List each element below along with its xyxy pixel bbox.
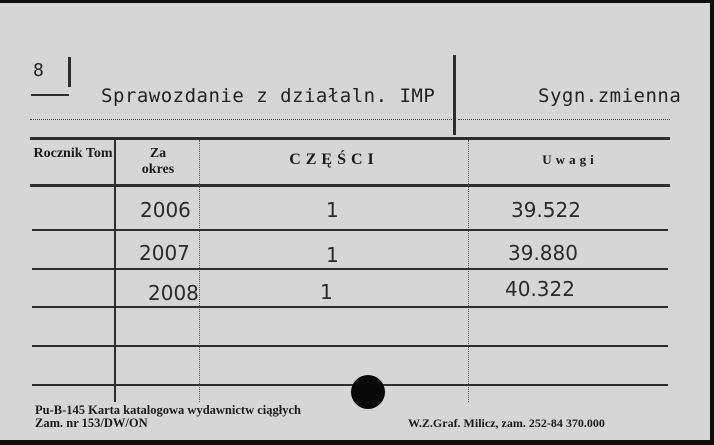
footer-form-line: Pu-B-145 Karta katalogowa wydawnictw ciągłych: [35, 403, 301, 417]
table-row-3-notes: 40.322: [505, 277, 575, 301]
signature-label: Sygn.zmienna: [538, 85, 682, 107]
row-rule-1: [32, 229, 668, 231]
row-rule-5: [32, 384, 668, 386]
table-row-3-parts: 1: [320, 280, 333, 304]
punch-hole: [351, 375, 385, 409]
scan-border-top: [0, 0, 714, 3]
table-row-1-notes: 39.522: [511, 198, 581, 222]
table-row-2-period: 2007: [139, 241, 190, 265]
scan-border-right: [710, 0, 714, 445]
col-separator-3: [468, 140, 469, 402]
header-uwagi: Uwagi: [542, 152, 598, 167]
card-number-mark: [68, 57, 71, 87]
col-separator-1: [114, 140, 116, 402]
card-number: 8: [33, 60, 45, 81]
title-dotted-line: [30, 119, 452, 120]
footer-printer: W.Z.Graf. Milicz, zam. 252-84 370.000: [408, 416, 605, 430]
row-rule-3: [32, 306, 668, 308]
header-rocznik-tom: Rocznik Tom: [33, 146, 113, 161]
footer-order-number: Zam. nr 153/DW/ON: [35, 416, 148, 430]
col-separator-2: [199, 140, 200, 402]
card-number-underline: [31, 94, 69, 96]
table-row-2-parts: 1: [326, 243, 339, 267]
title-separator: [453, 55, 456, 135]
table-row-3-period: 2008: [148, 281, 199, 305]
table-row-1-parts: 1: [326, 198, 339, 222]
header-czesci: CZĘŚCI: [289, 151, 379, 168]
header-za-okres: Za okres: [141, 146, 175, 177]
signature-dotted-line: [458, 119, 670, 120]
table-row-1-period: 2006: [140, 198, 191, 222]
header-bottom-rule: [30, 184, 670, 187]
row-rule-2: [32, 268, 668, 270]
table-row-2-notes: 39.880: [508, 241, 578, 265]
table-top-rule: [30, 137, 670, 140]
row-rule-4: [32, 345, 668, 347]
scan-border-bottom: [0, 440, 714, 445]
card-title: Sprawozdanie z działaln. IMP: [101, 85, 436, 107]
